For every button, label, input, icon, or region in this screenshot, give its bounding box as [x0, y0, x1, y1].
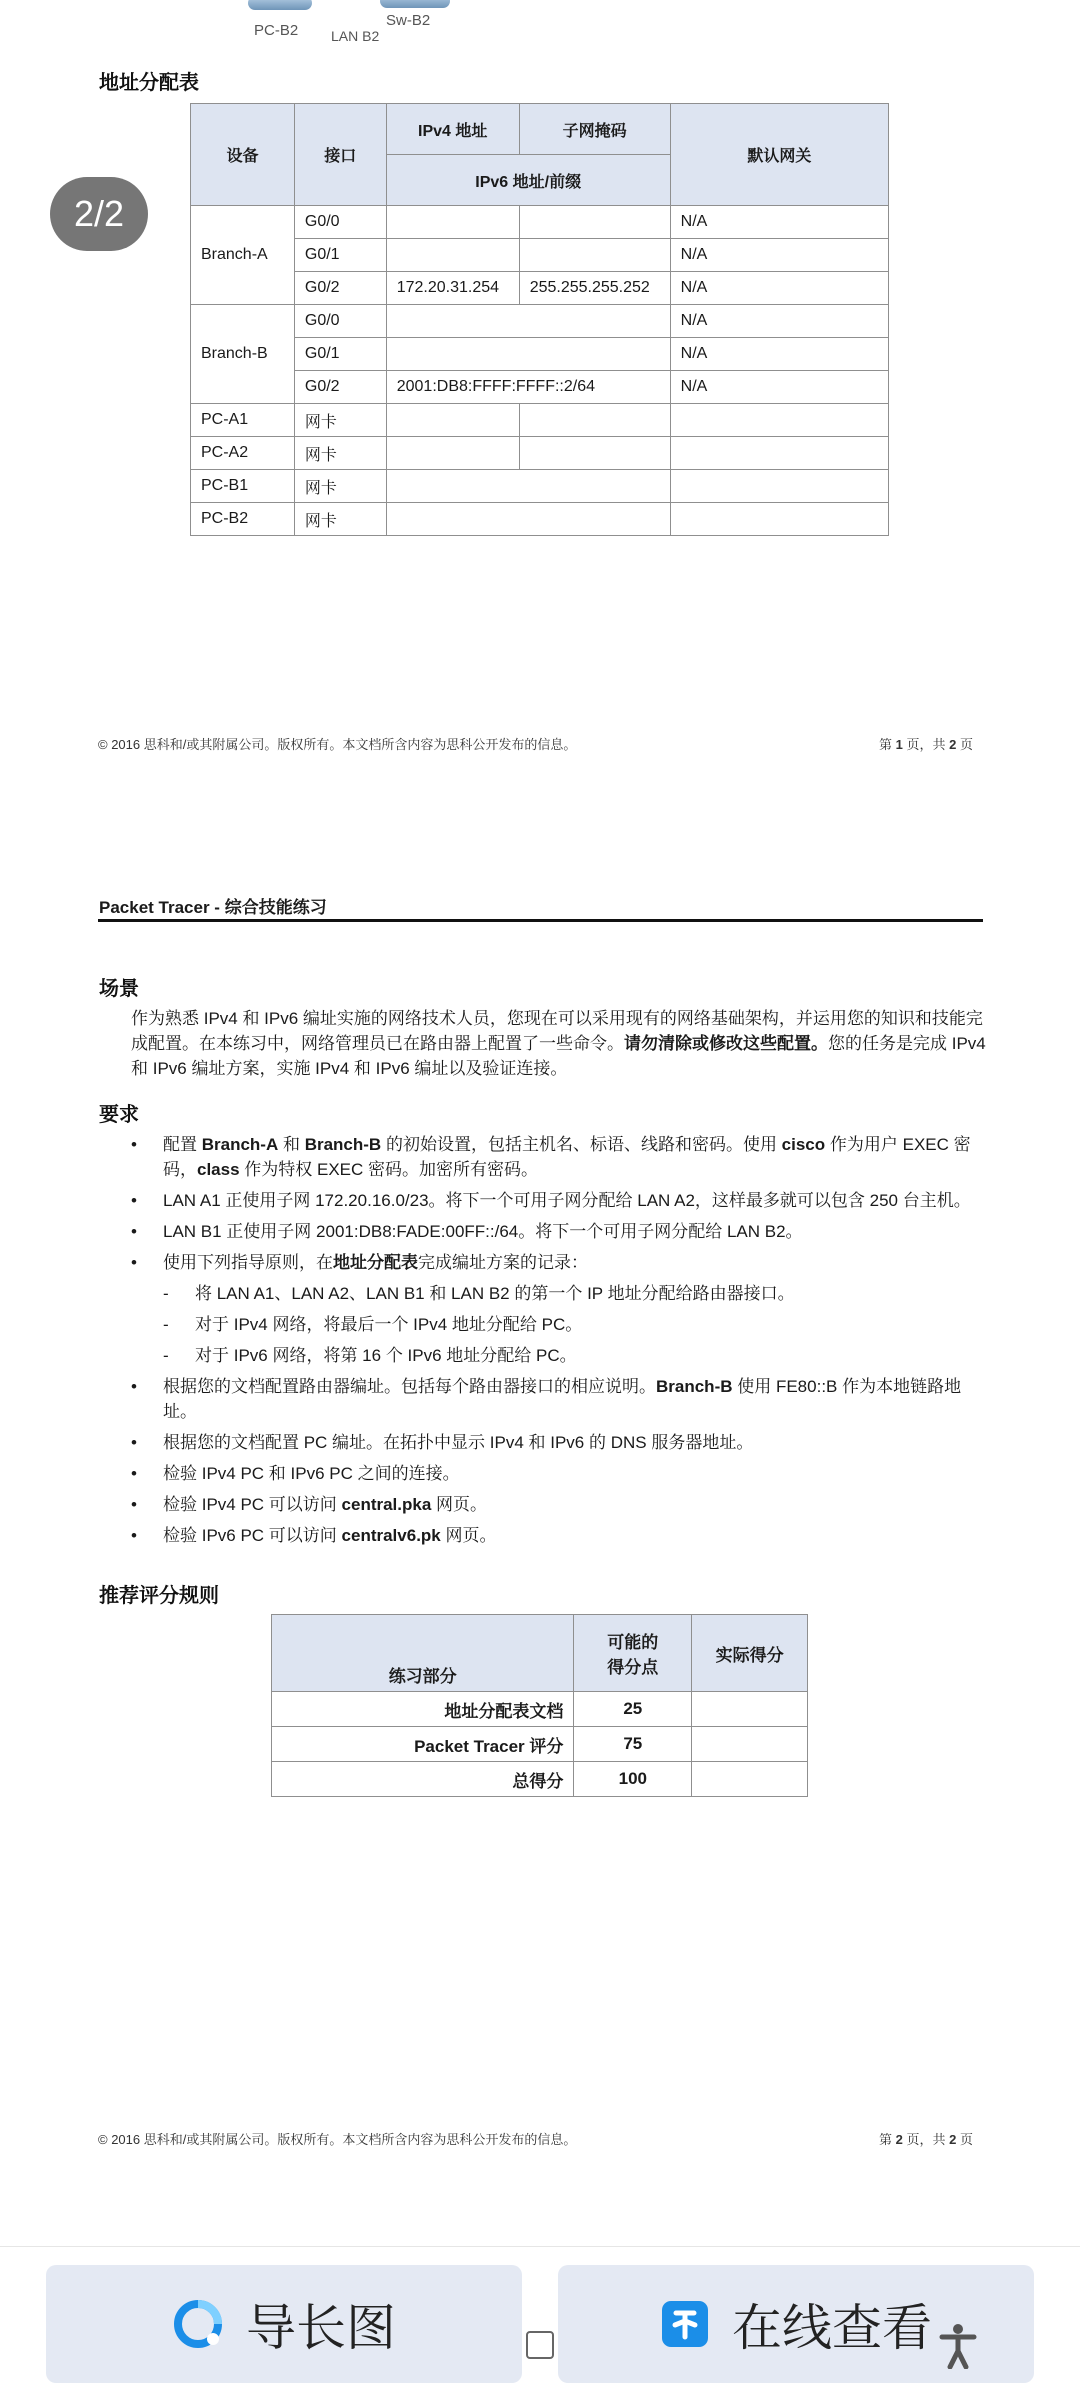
scenario-text-part1: 作为熟悉 IPv4 和 IPv6 编址实施的网络技术人员，您现在可以采用现有的网络基础架构，并运用您的知识和技能完成配置。在本练习中，网络管理员已在路由器上配置了一些命令。 [131, 1009, 983, 1053]
dash: - [163, 1346, 169, 1365]
view-online-icon [660, 2299, 710, 2349]
table-row [191, 338, 889, 371]
bullet: • [131, 1222, 137, 1241]
list-item [131, 1430, 991, 1455]
req-text: 作为用户 EXEC 密码， [163, 1135, 971, 1179]
topology-label-pc-b2: PC-B2 [254, 22, 299, 39]
list-item [131, 1523, 991, 1548]
cell-interface: G0/0 [294, 305, 386, 338]
list-item [131, 1343, 991, 1368]
bottom-action-bar [0, 2246, 1080, 2401]
footer-page-mid: 页，共 [902, 2132, 950, 2147]
page2-header: Packet Tracer - 综合技能练习 [99, 898, 327, 917]
req-text: 将 LAN A1、LAN A2、LAN B1 和 LAN B2 的第一个 IP 地址分配给路由器接口。 [195, 1284, 795, 1303]
cell-ipv4 [386, 239, 519, 272]
cell-mask [519, 239, 670, 272]
bullet: • [131, 1433, 137, 1452]
export-long-image-label: 导长图 [246, 2300, 396, 2356]
req-text: 对于 IPv6 网络，将第 16 个 IPv6 地址分配给 PC。 [195, 1346, 577, 1365]
req-bold: centralv6.pk [341, 1526, 441, 1545]
cell-gateway [670, 437, 888, 470]
requirements-title: 要求 [99, 1104, 139, 1126]
checkbox-icon[interactable] [526, 2331, 554, 2359]
list-item [131, 1250, 991, 1275]
cell-gateway [670, 404, 888, 437]
req-text: 使用下列指导原则，在 [163, 1253, 333, 1272]
cell-ipv4: 172.20.31.254 [386, 272, 519, 305]
list-item [131, 1281, 991, 1306]
cell-ipv6 [386, 338, 670, 371]
footer-page-prefix: 第 [879, 737, 896, 752]
req-text: 完成编址方案的记录： [418, 1253, 588, 1272]
cell-points: 25 [574, 1692, 692, 1727]
footer-page-num: 1 [895, 737, 903, 752]
table-row [191, 371, 889, 404]
cell-ipv6 [386, 305, 670, 338]
footer-copyright: © 2016 思科和/或其附属公司。版权所有。本文档所含内容为思科公开发布的信息。 [98, 2132, 577, 2147]
list-item [131, 1132, 991, 1182]
cell-device: Branch-B [191, 305, 295, 404]
req-text: 的初始设置，包括主机名、标语、线路和密码。使用 [381, 1135, 782, 1154]
scenario-text-part2: 您的任务是完成 IPv4 和 IPv6 编址方案，实施 IPv4 和 IPv6 编址以及验证连接。 [131, 1034, 986, 1078]
req-text: 网页。 [431, 1495, 488, 1514]
col-header-device: 设备 [191, 104, 295, 206]
cell-ipv4 [386, 437, 519, 470]
req-text: 配置 [163, 1135, 202, 1154]
cell-interface: G0/2 [294, 371, 386, 404]
footer-page-prefix: 第 [879, 2132, 896, 2147]
cell-part: 总得分 [272, 1762, 574, 1797]
cell-mask: 255.255.255.252 [519, 272, 670, 305]
cell-interface: 网卡 [294, 503, 386, 536]
col-header-mask: 子网掩码 [519, 104, 670, 155]
req-bold: central.pka [341, 1495, 432, 1514]
req-text: 根据您的文档配置 PC 编址。在拓扑中显示 IPv4 和 IPv6 的 DNS 服务器地址。 [163, 1433, 754, 1452]
cell-interface: G0/1 [294, 239, 386, 272]
cell-ipv6 [386, 503, 670, 536]
req-text: LAN A1 正使用子网 172.20.16.0/23。将下一个可用子网分配给 LAN A2，这样最多就可以包含 250 台主机。 [163, 1191, 971, 1210]
bullet: • [131, 1253, 137, 1272]
req-text: 检验 IPv4 PC 和 IPv6 PC 之间的连接。 [163, 1464, 460, 1483]
req-text: 根据您的文档配置路由器编址。包括每个路由器接口的相应说明。 [163, 1377, 656, 1396]
footer-page-total: 2 [949, 737, 957, 752]
cell-points: 75 [574, 1727, 692, 1762]
req-bold: class [197, 1160, 240, 1179]
cell-gateway: N/A [670, 239, 888, 272]
page-indicator-badge: 2/2 [50, 177, 148, 251]
view-online-label: 在线查看 [732, 2300, 932, 2356]
footer-page-num: 2 [895, 2132, 903, 2147]
list-item [131, 1374, 991, 1424]
requirements-list [131, 1132, 991, 1554]
cell-interface: G0/2 [294, 272, 386, 305]
table-row [272, 1727, 808, 1762]
list-item [131, 1188, 991, 1213]
req-text: 对于 IPv4 网络，将最后一个 IPv4 地址分配给 PC。 [195, 1315, 583, 1334]
footer-page-mid: 页，共 [902, 737, 950, 752]
cell-ipv6: 2001:DB8:FFFF:FFFF::2/64 [386, 371, 670, 404]
req-bold: 地址分配表 [333, 1253, 418, 1272]
table-row [191, 503, 889, 536]
cell-interface: G0/0 [294, 206, 386, 239]
col-header-possible-line1: 可能的 [607, 1633, 659, 1652]
col-header-actual: 实际得分 [692, 1615, 808, 1692]
cell-device: PC-A2 [191, 437, 295, 470]
bullet: • [131, 1377, 137, 1396]
cell-device: PC-A1 [191, 404, 295, 437]
col-header-ipv6: IPv6 地址/前缀 [386, 155, 670, 206]
cell-gateway: N/A [670, 371, 888, 404]
cell-interface: 网卡 [294, 404, 386, 437]
cell-gateway: N/A [670, 272, 888, 305]
col-header-possible-line2: 得分点 [607, 1658, 659, 1677]
table-row [191, 206, 889, 239]
req-text: 和 [278, 1135, 305, 1154]
table-row [191, 239, 889, 272]
cell-ipv6 [386, 470, 670, 503]
pc-b2-device-icon [248, 0, 312, 10]
cell-gateway: N/A [670, 206, 888, 239]
table-row [191, 305, 889, 338]
footer-copyright: © 2016 思科和/或其附属公司。版权所有。本文档所含内容为思科公开发布的信息。 [98, 737, 577, 752]
cell-gateway: N/A [670, 305, 888, 338]
dash: - [163, 1315, 169, 1334]
address-table-title: 地址分配表 [99, 72, 199, 94]
export-long-image-button[interactable] [46, 2265, 522, 2383]
grading-title: 推荐评分规则 [99, 1585, 219, 1607]
header-rule [98, 919, 983, 922]
cell-actual [692, 1692, 808, 1727]
table-row [191, 272, 889, 305]
req-text: 网页。 [440, 1526, 497, 1545]
cell-interface: 网卡 [294, 437, 386, 470]
cell-actual [692, 1762, 808, 1797]
scenario-text-bold: 请勿清除或修改这些配置。 [624, 1034, 828, 1053]
footer-page-number [879, 734, 973, 753]
address-table [190, 103, 889, 536]
req-text: LAN B1 正使用子网 2001:DB8:FADE:00FF::/64。将下一个可用子网分配给 LAN B2。 [163, 1222, 803, 1241]
cell-gateway: N/A [670, 338, 888, 371]
bullet: • [131, 1135, 137, 1154]
cell-interface: G0/1 [294, 338, 386, 371]
cell-device: PC-B2 [191, 503, 295, 536]
sw-b2-device-icon [380, 0, 450, 8]
col-header-gateway: 默认网关 [670, 104, 888, 206]
bullet: • [131, 1495, 137, 1514]
req-bold: Branch-A [201, 1135, 279, 1154]
dash: - [163, 1284, 169, 1303]
cell-mask [519, 404, 670, 437]
cell-part: 地址分配表文档 [272, 1692, 574, 1727]
cell-device: Branch-A [191, 206, 295, 305]
footer-page-suffix: 页 [956, 737, 973, 752]
bullet: • [131, 1526, 137, 1545]
req-bold: cisco [781, 1135, 826, 1154]
topology-label-lan-b2: LAN B2 [331, 28, 380, 44]
cell-ipv4 [386, 206, 519, 239]
bullet: • [131, 1191, 137, 1210]
req-bold: Branch-B [304, 1135, 382, 1154]
topology-label-sw-b2: Sw-B2 [386, 12, 431, 29]
accessibility-icon[interactable] [938, 2323, 978, 2369]
footer-page-number [879, 2129, 973, 2148]
col-header-possible [574, 1615, 692, 1692]
list-item [131, 1219, 991, 1244]
col-header-part: 练习部分 [272, 1615, 574, 1692]
bullet: • [131, 1464, 137, 1483]
col-header-ipv4: IPv4 地址 [386, 104, 519, 155]
table-row [191, 437, 889, 470]
cell-gateway [670, 470, 888, 503]
list-item [131, 1312, 991, 1337]
grading-table [271, 1614, 808, 1797]
table-row [191, 404, 889, 437]
req-bold: Branch-B [656, 1377, 733, 1396]
cell-mask [519, 437, 670, 470]
table-row [191, 470, 889, 503]
cell-mask [519, 206, 670, 239]
col-header-interface: 接口 [294, 104, 386, 206]
req-text: 使用 FE80::B 作为本地链路地址。 [163, 1377, 962, 1421]
footer-page-total: 2 [949, 2132, 957, 2147]
footer-page-suffix: 页 [956, 2132, 973, 2147]
export-long-image-icon [172, 2298, 224, 2350]
cell-ipv4 [386, 404, 519, 437]
table-row [272, 1762, 808, 1797]
scenario-text [131, 1006, 986, 1081]
req-text: 检验 IPv4 PC 可以访问 [163, 1495, 342, 1514]
cell-interface: 网卡 [294, 470, 386, 503]
cell-device: PC-B1 [191, 470, 295, 503]
req-text: 检验 IPv6 PC 可以访问 [163, 1526, 342, 1545]
cell-actual [692, 1727, 808, 1762]
scenario-title: 场景 [99, 978, 139, 1000]
table-row [272, 1692, 808, 1727]
list-item [131, 1461, 991, 1486]
cell-gateway [670, 503, 888, 536]
req-text: 作为特权 EXEC 密码。加密所有密码。 [239, 1160, 539, 1179]
cell-points: 100 [574, 1762, 692, 1797]
list-item [131, 1492, 991, 1517]
cell-part: Packet Tracer 评分 [272, 1727, 574, 1762]
